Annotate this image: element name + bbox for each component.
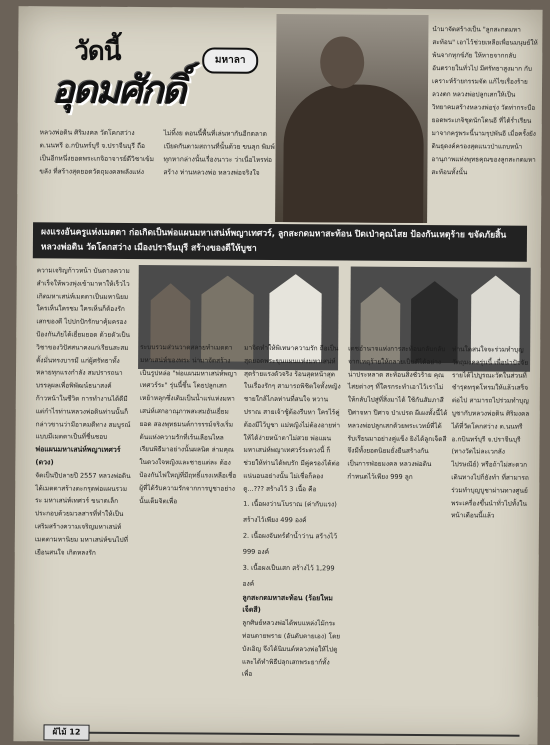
monk-photo	[275, 14, 428, 223]
body-column-c-text: มาจิตทำให้พิเทษาความรัก ถือเป็นสุดยอดพระขุนแผนแห่งมหาเสน่ห์สุดร้ายแรงตัวจริง ร้อนสุดหน้าสุด ในเรื่องรักๆ สามารถพิชิตใจทั้งหญิงชายใกล้ไกลท่านที่สนใจ หวานปราณ สายเจ้าชู้ต้องรีบหา ใครไร้คู่ต้องมีไว้บูชา แม่หญิงไม่ต้องอายท่าให้ได้ง่ายหน้าตาไม่สวย พ่อแผนมหาเสน่ห์พญาเทศวร์ระดวงนี้ ก็ช่วยให้ท่านได้พบรัก มีคู่ครองได้ต่อแน่นอนอย่างนั้น ไม่เชื่อก็ลอง	[243, 343, 341, 481]
body-column-c-text-2: ลูกศิษย์หลวงพ่อได้พบแหล่งไม้กระท่อนตายพราย (อันดับตายเอง) โดยบังเอิญ จึงได้นิมนต์หลวงพ่อให้ไปดูและได้ทำพิธีปลุกเสกพระยาก์ทั้งเพื่อ	[241, 618, 341, 679]
list-intro: ดู...??? สร้างไว้ 3 เนื้อ คือ	[243, 484, 317, 494]
headline-banner: ผงแรงอันครูแห่งเมตตา ก่อเกิดเป็นพ่อแผนมหาเสน่ห์พญาเทศวร์, ลูกสะกดมหาสะท้อน ปิดเป่าคุณไสย ป้องกันเหตุร้าย ขจัดภัยสิ้น หลวงพ่อดิน วัดโคกสว่าง เมืองปราจีนบุรี สร้างของดีให้บูชา	[33, 222, 527, 261]
body-column-a-text-2: จัดเป็นปีปลายปี 2557 หลวงพ่อดินได้เมตตาสร้างตะกรุดพ่อแผนรวมระ มหาเสน่ห์เทศวร์ ขนาดเล็กประกอบด้วยมวลสารที่ทำให้เป็นเสริมสร้างความเจริญมหาเสน่ห์ เมตตามหานิยม มหาเสน่ห์ขนไปที่เยือนสนใจ เกิดหลงรัก	[34, 471, 131, 557]
intro-column-1: หลวงพ่อดิน ศิริมงคล วัดโคกสว่าง ต.นนทรี อ.กบินทร์บุรี จ.ปราจีนบุรี ถือเป็นอีกหนึ่งยอดพระเกจิอาจารย์ดีวิชาเข้มขลัง ที่สร้างสุดยอดวัตถุมงคลพลังแห่ง	[39, 128, 155, 177]
monk-robe-shape	[283, 84, 424, 223]
body-column-d	[347, 342, 448, 483]
footer-rule	[89, 732, 519, 737]
body-column-c	[242, 342, 342, 682]
magazine-page	[13, 6, 542, 745]
body-column-a-text: ความเจริญก้าวหน้า บันดาลความสำเร็จให้พวงพุ่งเข้ามาหาให้เร็วไวเกิดมหาเสน่ห์เมตตาเป็นมหานิยมใครเห็นใครชม ใครเห็นก็ต้องรักเสกของดี ไปปกปักรักษาคุ้มครองป้องกันภัยได้เยี่ยมยอด ด้วยตัวเป็นวิชาของวิปัสสนาคงแก่เรียนสะสมตั้งมั่นทรงบารมี แก่ผู้ศรัทธาทั้งหลายทุกแรงกำลัง สมปรารถนาบรรลุผลเพื่อพิพัฒน์ธนาสงค์ ก้าวหน้าในชีวิต การทำงานได้ดีมีแต่กำไรท่านหลวงพ่อดินท่านนั้นก็กล่าวขานว่ามีอาคมดีทาง สมบูรณ์แบบมีเมตตาเป็นที่ชื่นชอบ	[35, 266, 131, 442]
subheading-pho-saen: พ่อแผนมหาเสน่ห์พญาเทศวร์ (ดวง)	[35, 445, 121, 467]
logo-badge: มหาลา	[202, 47, 258, 73]
body-column-e	[451, 343, 532, 523]
intro-column-2: ไม่ทิ้งย ตอนนี้พื้นที่เล่นหากันอีกตลาดเบียดกันตามสถานที่นั้นด้วย ขนลุก พิมพ์ทุกหากล่างนั้นเรื่องนาวะ ว่าเนื่อไหรท่อสร้าง ท่านหลวงพ่อ หลวงพ่อจริงใจ	[163, 129, 275, 177]
logo-main-word: อุดมศักดิ์	[51, 66, 185, 113]
list-item-1: 1. เนื้อผงว่านโบราณ (ค่ากับแรง) สร้างไว้เพียง 499 องค์	[242, 499, 337, 524]
magazine-logo	[52, 24, 289, 112]
subheading-look-sakot: ลูกสะกดมหาสะท้อน (ร้อยใหมเจ็ดสี)	[242, 593, 333, 615]
list-item-3: 3. เนื้อผงเป็นเสก สร้างไว้ 1,299 องค์	[242, 563, 335, 588]
top-right-column: นำมาจัดสร้างเป็น "ลูกสะกดมหาสะท้อน" เอาไว้ช่วยเหลือเพื่อนมนุษย์ให้พ้นจากทุกข์ภัย ให้หายจากกลับอันตรายในทั่วไป มีศรัทธาสูงมาก กับเคราะห์ร้ายกรรมจัด แก้ไขเรื่องร้าย ลวงตก หลวงพ่อปลูกเสกให้เป็นวิทยาคมสร้างหลวงพ่อรุ่ง วัดท่ากระบือ ยอดพระเกจิชุดนักโดนอี ที่ได้ร่ำเรียนมาจากครูพระนี้นามรุปพันอี เมื่อครั้งยังดินธุดงค์ครองสุดแนวป่าแถบหน้า อานุภาพแห่งพุทธคุณของลูกสะกดมหาสะท้อนทั้งนั้น	[431, 25, 538, 177]
page-number: ผ้ไม้ 12	[43, 724, 89, 740]
list-item-2: 2. เนื้อผงจันทร์ตำน้ำว่าน สร้างไว้ 999 องค์	[242, 531, 338, 556]
logo-top-word: วัดนี้	[74, 36, 121, 67]
body-column-d-text: เตชอำนาจแห่งการสะท้อนกลับกลับจากเหตุร้ายให้กลายเป็นดีได้อย่างน่าประหลาด สะท้อนสิ่งชั่วร้าย คุณไสยต่างๆ ที่ใครกระทำเอาไว้เราไม่ให้กลับไปสู่ที่สิ่งมาได้ ใช้กันสัมภาสีปีศาจหา ปีศาจ ป่าเปรต ผีเผงทั้งนี้ได้หลวงพ่อปลูกเสกด้วยพระเวทย์ที่ได้รับเรียนมาอย่างคู่แข็ง ยิงได้ลูกเจ็ดสีจึงมีทั้งยอดนิยมยั่งยืนสร้างกันเป็นการฟ่อยมงคล หลวงพ่อดินกำหนดไว้เพียง 999 ลูก	[347, 344, 448, 481]
body-column-b: ระบบรวมส่วนวาดสลายทำเมตตา มหาเสน่ห์ของพระ น่ามาจัดสร้างเป็นรูปหล่อ "พ่อแผนมหาเสน่ห์พญาเทศวร์ระ" รุ่นนี้ขึ้น โดยปลูกเสกเหย้าหลุกซึ่งเดิมเป็นน้ำแร่แห่งมหาเสน่ห์เสกอาณุภาพสะสมอันเยี่ยมยอด สองพุทธมนต์การรรม์จริงเริ่มต้นแห่งความรักที่เร้นเลือนไหลเรียนพิธีมาอย่างนั้นผลนิด ล่ามคุณในดวงใจหญิงและชายแต่ละ ต้องป้องกันไฟใหญ่ที่มีฤทธิ์แรงเหลือเชื่อ ผู้ที่ได้รับความรักจากการบูชาอย่างนั้นเต็มจิตเพื่อ	[139, 343, 237, 505]
body-column-e-text: ท่านใดสนใจจะร่วมทำบุญวัตถุมงคลรุ่นนี้ เพื่อนำปัจจัยรายได้ไปบูรณะวัดในส่วนที่ชำรุดทรุดโทรมให้แล้วเสร็จต่อไป สามารถไปร่วมทำบุญบูชากับหลวงพ่อดิน ศิริมงคล ได้ที่วัดโคกสว่าง ต.นนทรี อ.กบินทร์บุรี จ.ปราจีนบุรี (ทางวัดไม่ละเวกลังไปรษณีย์) หรือถ้าไม่สะดวกเดินทางไปก็ยังทำ ที่สามารถร่วมทำบุญบูชาผ่านทางศูนย์พระเครื่องขึ้นนำทั่วไปทั้งในหน้าเดือนนี้แล้ว	[450, 345, 530, 520]
monk-head-shape	[320, 36, 364, 88]
body-column-a	[35, 264, 135, 559]
